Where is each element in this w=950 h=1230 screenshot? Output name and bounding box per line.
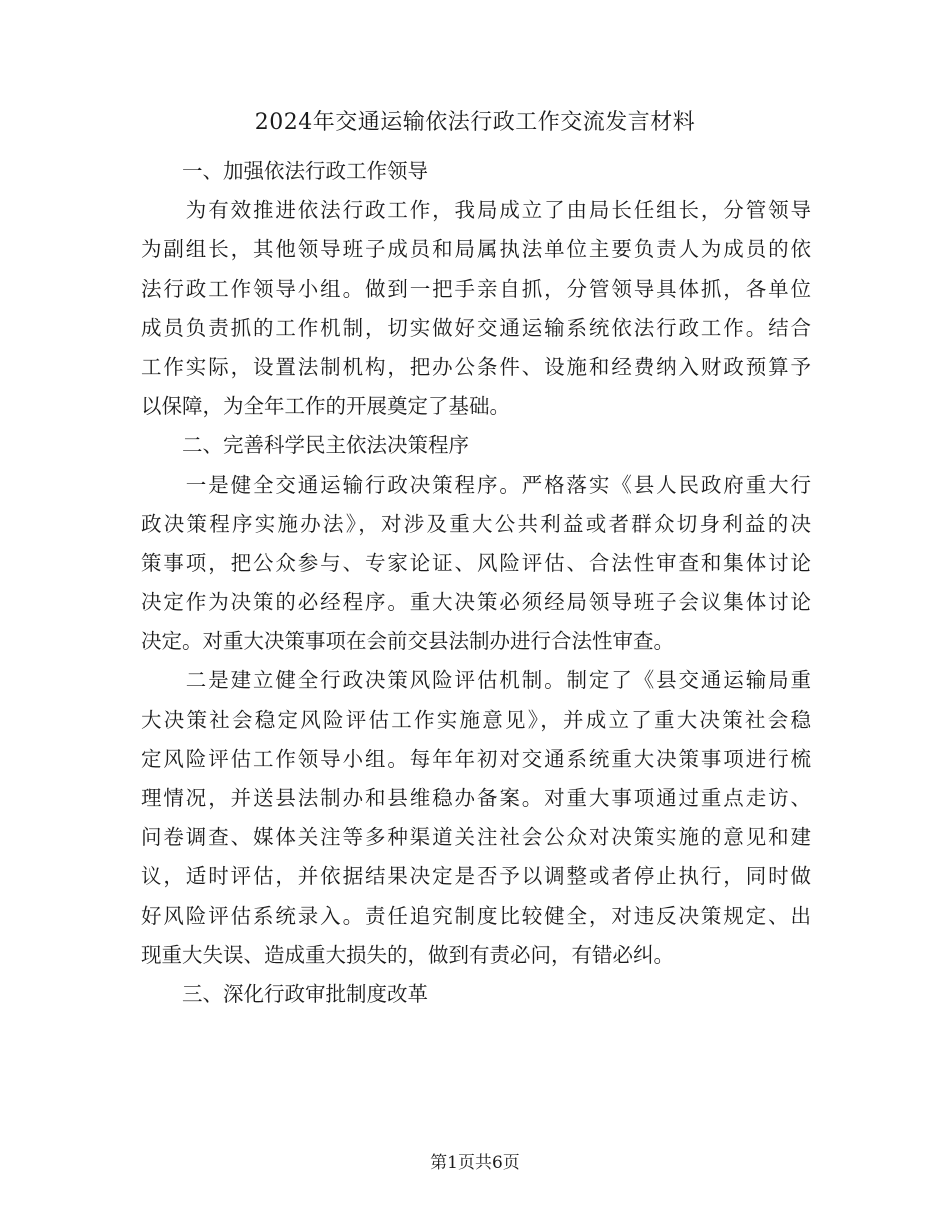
- text-line: 策事项，把公众参与、专家论证、风险评估、合法性审查和集体讨论: [141, 550, 811, 575]
- text-line: 定风险评估工作领导小组。每年年初对交通系统重大决策事项进行梳: [141, 746, 811, 771]
- text-line: 为有效推进依法行政工作，我局成立了由局长任组长，分管领导: [141, 198, 811, 223]
- text-line: 为副组长，其他领导班子成员和局属执法单位主要负责人为成员的依: [141, 237, 811, 262]
- document-body: [141, 152, 811, 1014]
- text-line: 一、加强依法行政工作领导: [141, 159, 428, 183]
- text-line: 法行政工作领导小组。做到一把手亲自抓，分管领导具体抓，各单位: [141, 276, 811, 301]
- text-line: 问卷调查、媒体关注等多种渠道关注社会公众对决策实施的意见和建: [141, 825, 811, 850]
- text-line: 政决策程序实施办法》，对涉及重大公共利益或者群众切身利益的决: [141, 511, 811, 536]
- text-line: 二是建立健全行政决策风险评估机制。制定了《县交通运输局重: [141, 668, 811, 693]
- text-line: 工作实际，设置法制机构，把办公条件、设施和经费纳入财政预算予: [141, 354, 811, 379]
- text-line: 成员负责抓的工作机制，切实做好交通运输系统依法行政工作。结合: [141, 315, 811, 340]
- text-line: 议，适时评估，并依据结果决定是否予以调整或者停止执行，同时做: [141, 864, 811, 889]
- text-line: 一是健全交通运输行政决策程序。严格落实《县人民政府重大行: [141, 472, 811, 497]
- text-line: 决定作为决策的必经程序。重大决策必须经局领导班子会议集体讨论: [141, 590, 811, 615]
- text-line: 二、完善科学民主依法决策程序: [141, 433, 469, 458]
- text-line: 理情况，并送县法制办和县维稳办备案。对重大事项通过重点走访、: [141, 786, 811, 810]
- text-line: 好风险评估系统录入。责任追究制度比较健全，对违反决策规定、出: [141, 903, 811, 928]
- document-title: 2024年交通运输依法行政工作交流发言材料: [254, 110, 696, 135]
- text-line: 现重大失误、造成重大损失的，做到有责必问，有错必纠。: [141, 942, 674, 967]
- text-line: 三、深化行政审批制度改革: [141, 981, 428, 1006]
- text-line: 以保障，为全年工作的开展奠定了基础。: [141, 394, 510, 419]
- page-number: 第1页共6页: [430, 1153, 520, 1173]
- text-line: 大决策社会稳定风险评估工作实施意见》，并成立了重大决策社会稳: [141, 707, 811, 732]
- text-line: 决定。对重大决策事项在会前交县法制办进行合法性审查。: [141, 629, 674, 654]
